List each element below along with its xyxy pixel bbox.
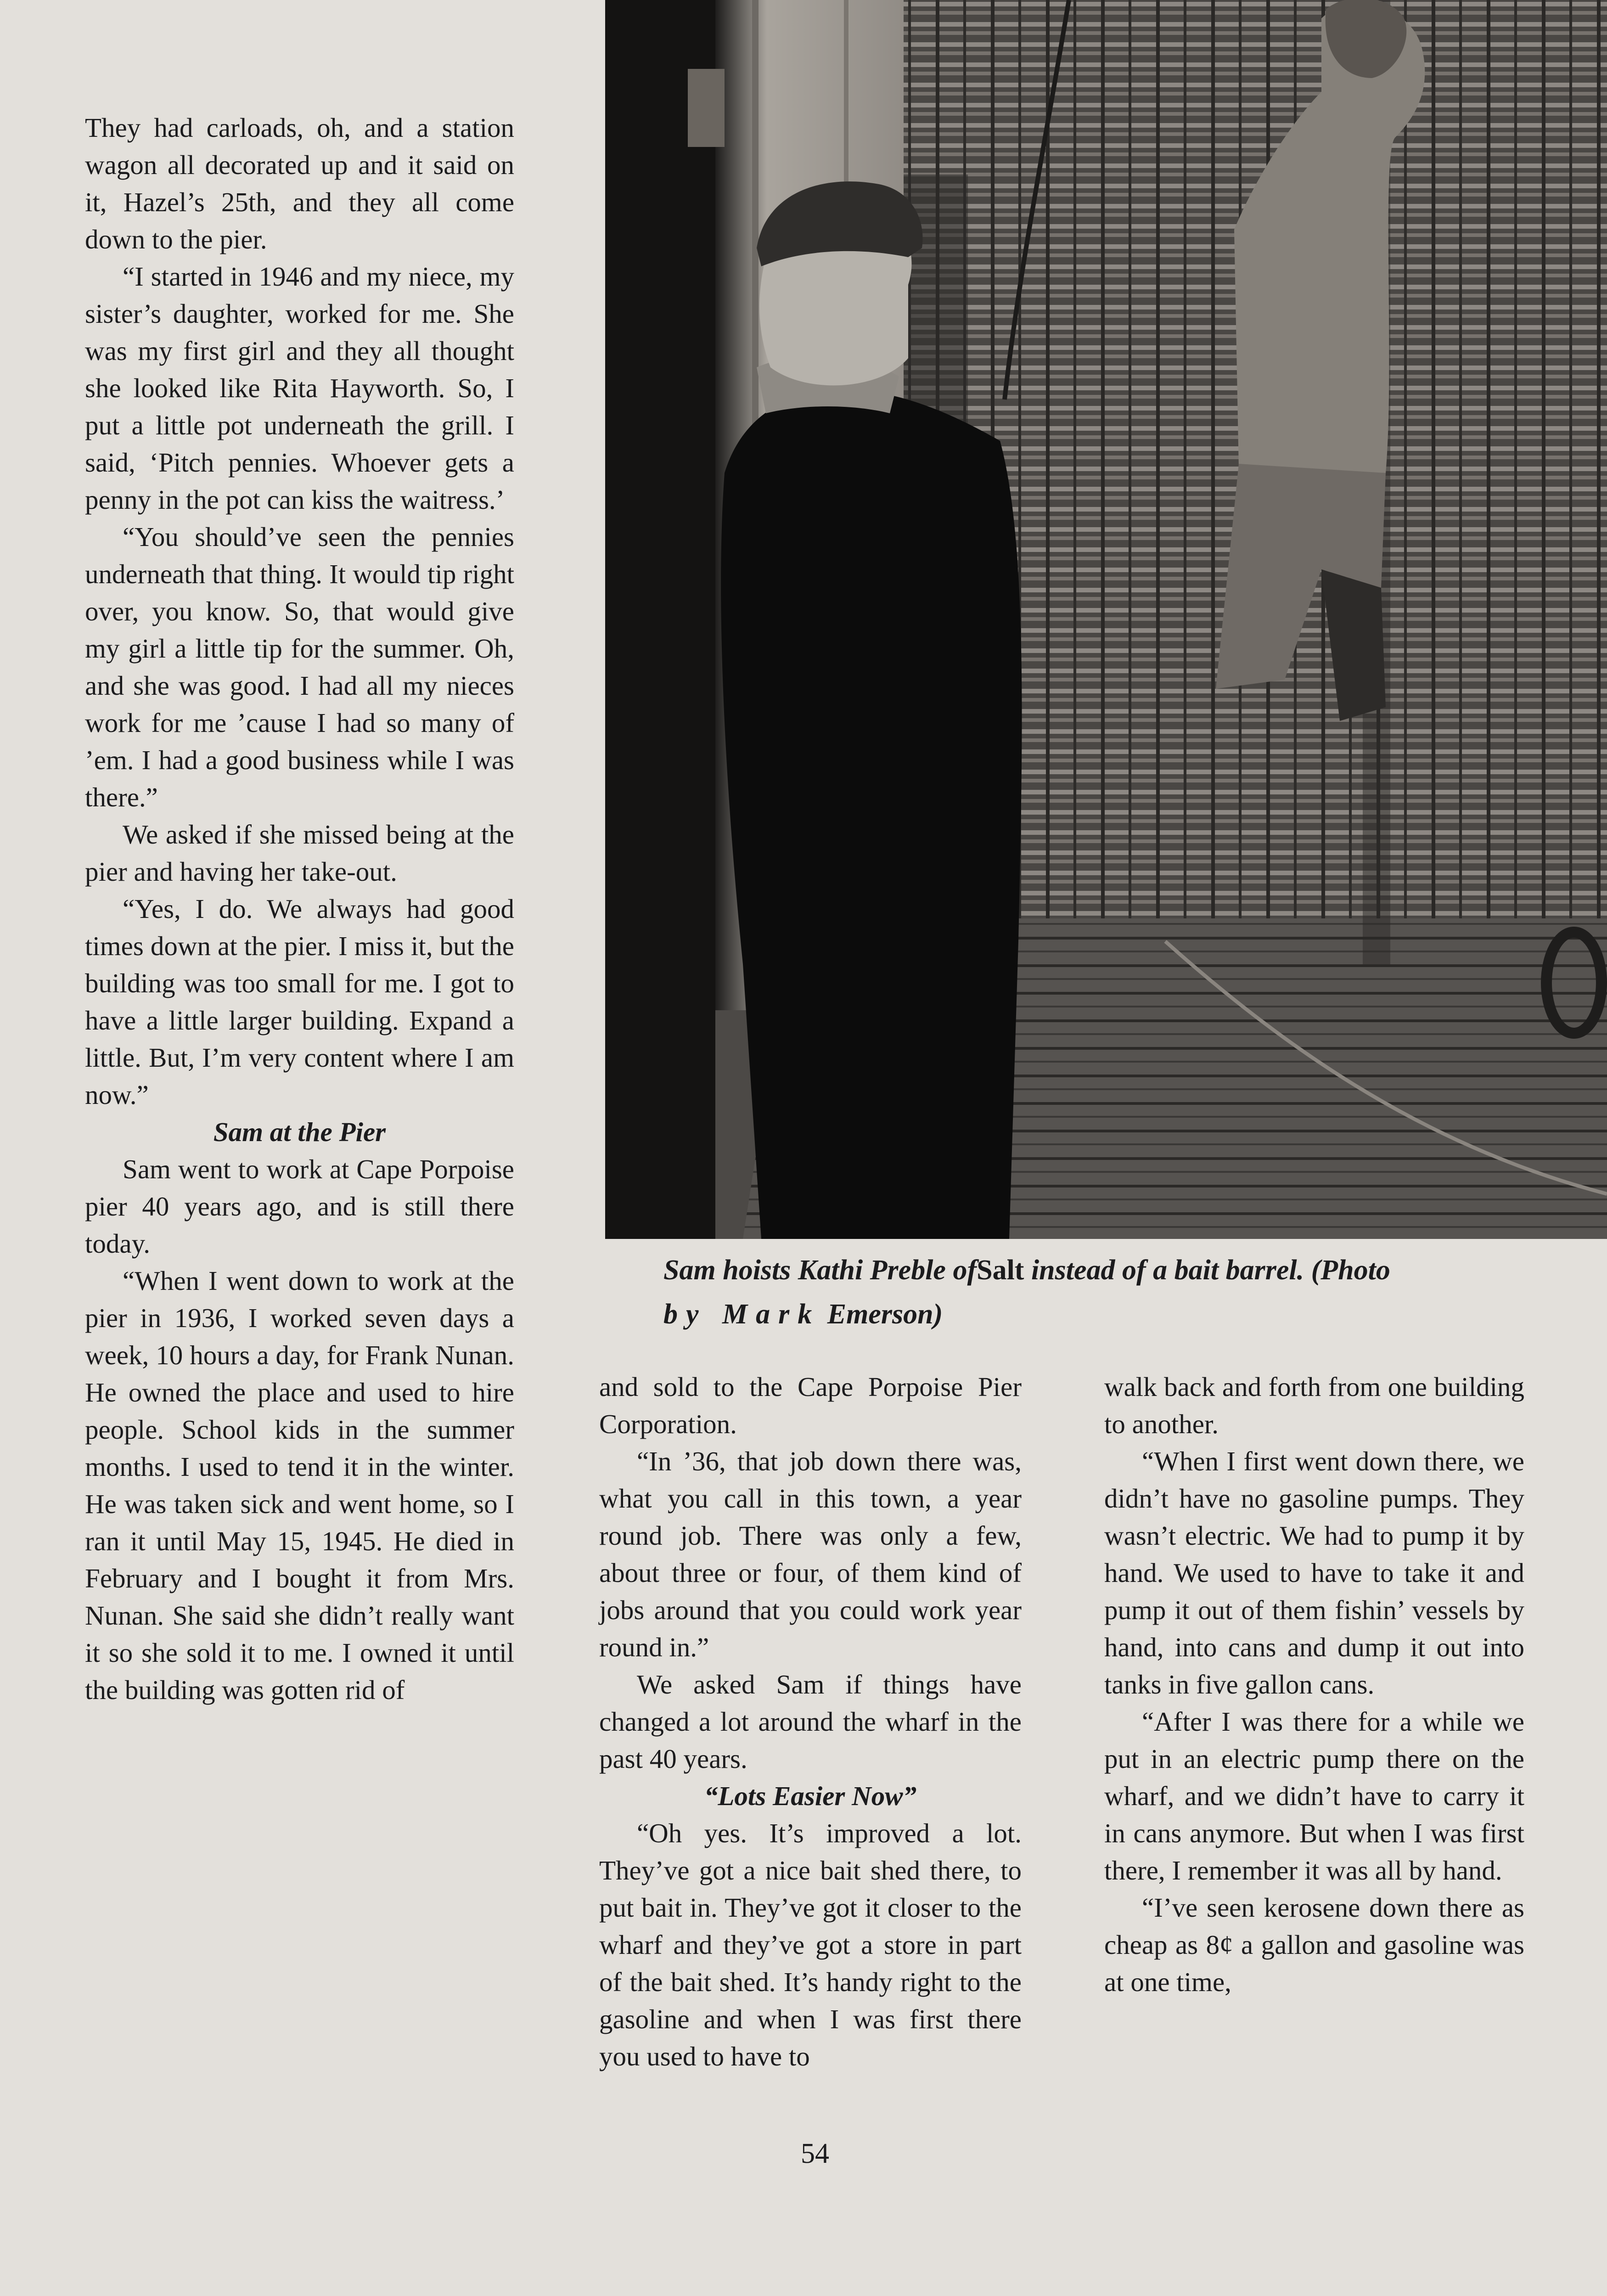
page-number: 54 xyxy=(801,2138,829,2169)
paragraph: “I’ve seen kerosene down there as cheap as 8¢ a gallon and gasoline was at one time, xyxy=(1104,1892,1524,1997)
paragraph: “I started in 1946 and my niece, my sister’s daughter, worked for me. She was my first girl and they all thought she looked like Rita Hayworth. So, I put a little pot underneath the grill. I said, ‘Pitch pennies. Whoever gets a penny in the pot can kiss the waitress.’ xyxy=(85,261,514,515)
article-photo xyxy=(605,0,1607,1239)
paragraph: “When I first went down there, we didn’t have no gasoline pumps. They wasn’t electric. We had to pump it by hand. We used to have to take it and pump it out of them fishin’ vessels by hand, into cans and dump it out into tanks in five gallon cans. xyxy=(1104,1446,1524,1699)
caption-text: instead of a bait barrel. (Photo xyxy=(1031,1255,1390,1286)
caption-publication-name: Salt xyxy=(977,1255,1024,1286)
man-jacket xyxy=(721,389,1022,1239)
paragraph: and sold to the Cape Porpoise Pier Corporation. xyxy=(599,1372,1022,1439)
section-heading-sam-at-the-pier: Sam at the Pier xyxy=(213,1117,386,1147)
paragraph: “Yes, I do. We always had good times down at the pier. I miss it, but the building was too small for me. I got to have a little larger building. Expand a little. But, I’m very content where I am now.” xyxy=(85,894,514,1110)
article-column-middle xyxy=(599,1368,1022,2075)
photo-caption xyxy=(663,1248,1536,1336)
paragraph: We asked if she missed being at the pier and having her take-out. xyxy=(85,819,514,887)
paragraph: “You should’ve seen the pennies underneath that thing. It would tip right over, you know. So, that would give my girl a little tip for the summer. Oh, and she was good. I had all my nieces work for me ’cause I had so many of ’em. I had a good business while I was there.” xyxy=(85,522,514,812)
paragraph: They had carloads, oh, and a station wagon all decorated up and it said on it, Hazel’s 25th, and they all come down to the pier. xyxy=(85,113,514,254)
paragraph: “When I went down to work at the pier in 1936, I worked seven days a week, 10 hours a day, for Frank Nunan. He owned the place and used to hire people. School kids in the summer months. I used to tend it in the winter. He was taken sick and went home, so I ran it until May 15, 1945. He died in February and I bought it from Mrs. Nunan. She said she didn’t really want it so she sold it to me. I owned it until the building was gotten rid of xyxy=(85,1266,514,1705)
paragraph: “Oh yes. It’s improved a lot. They’ve got a nice bait shed there, to put bait in. They’ve got it closer to the wharf and they’ve got a store in part of the bait shed. It’s handy right to the gasoline and when I was first there you used to have to xyxy=(599,1818,1022,2071)
photo-illustration xyxy=(605,0,1607,1239)
paragraph: walk back and forth from one building to another. xyxy=(1104,1372,1524,1439)
article-column-left xyxy=(85,109,514,1709)
article-column-right xyxy=(1104,1368,1524,2001)
caption-text: Sam hoists Kathi Preble of xyxy=(663,1255,977,1286)
paragraph: We asked Sam if things have changed a lot around the wharf in the past 40 years. xyxy=(599,1669,1022,1774)
caption-byline: by Mark xyxy=(663,1299,820,1330)
paragraph: Sam went to work at Cape Porpoise pier 40 years ago, and is still there today. xyxy=(85,1154,514,1259)
doorway-shadow xyxy=(605,0,715,1239)
paragraph: “In ’36, that job down there was, what you call in this town, a year round job. There was only a few, about three or four, of them kind of jobs around that you could work year round in.” xyxy=(599,1446,1022,1662)
paragraph: “After I was there for a while we put in an electric pump there on the wharf, and we didn’t have to carry it in cans anymore. But when I was first there, I remember it was all by hand. xyxy=(1104,1706,1524,1885)
section-heading-lots-easier-now: “Lots Easier Now” xyxy=(704,1781,917,1811)
caption-photographer: Emerson) xyxy=(827,1299,943,1330)
